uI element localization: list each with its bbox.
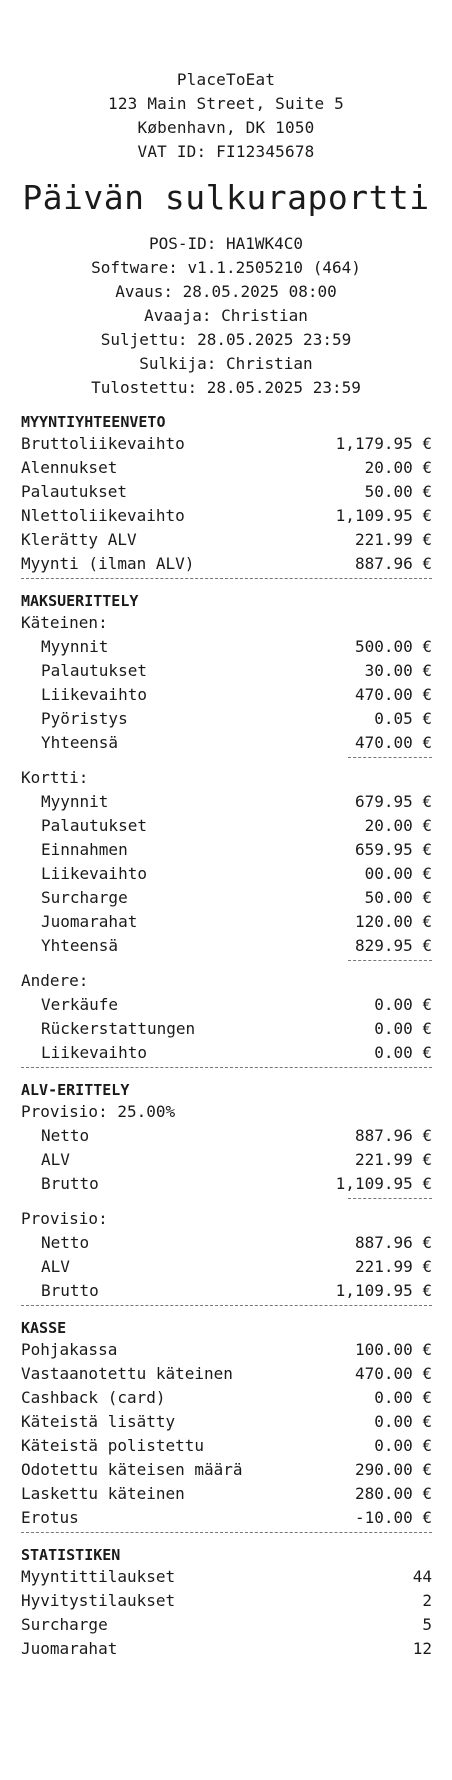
row-value: 290.00 €	[354, 1460, 432, 1479]
vat-id: VAT ID: FI12345678	[137, 142, 315, 161]
cash-total-row	[21, 731, 432, 755]
summary-row	[21, 456, 432, 480]
row-value: 659.95 €	[354, 840, 432, 859]
till-row	[21, 1506, 432, 1530]
vat-section	[21, 1080, 432, 1306]
summary-row	[21, 480, 432, 504]
row-label: Myynnit	[41, 792, 109, 811]
stat-row	[21, 1565, 432, 1589]
row-label: Pohjakassa	[21, 1340, 118, 1359]
other-row	[21, 1041, 432, 1065]
card-row	[21, 886, 432, 910]
row-label: Erotus	[21, 1508, 79, 1527]
row-value: -10.00 €	[354, 1508, 432, 1527]
row-value: 2	[422, 1591, 432, 1610]
row-label: Palautukset	[41, 816, 147, 835]
row-value: 00.00 €	[364, 864, 432, 883]
section-title: STATISTIKEN	[21, 1546, 121, 1564]
section-title: MYYNTIYHTEENVETO	[21, 413, 166, 431]
other-row	[21, 993, 432, 1017]
row-label: Netto	[41, 1233, 90, 1252]
row-value: 1,109.95 €	[335, 1281, 432, 1300]
row-value: 500.00 €	[354, 637, 432, 656]
row-value: 0.00 €	[374, 1436, 432, 1455]
card-row	[21, 790, 432, 814]
divider	[21, 1305, 432, 1306]
vat-row	[21, 1148, 432, 1172]
report-meta	[0, 232, 452, 400]
vat-row	[21, 1124, 432, 1148]
stat-row	[21, 1613, 432, 1637]
row-label: Rückerstattungen	[41, 1019, 196, 1038]
row-label: Myynnit	[41, 637, 109, 656]
till-row	[21, 1362, 432, 1386]
store-name: PlaceToEat	[176, 70, 276, 89]
row-label: Laskettu käteinen	[21, 1484, 185, 1503]
row-value: 12	[412, 1639, 432, 1658]
printed-time: Tulostettu: 28.05.2025 23:59	[91, 378, 361, 397]
vat-row	[21, 1231, 432, 1255]
row-label: Brutto	[41, 1174, 99, 1193]
vat-row	[21, 1279, 432, 1303]
row-value: 1,179.95 €	[335, 434, 432, 453]
row-label: Yhteensä	[41, 733, 119, 752]
row-value: 50.00 €	[364, 888, 432, 907]
row-label: Juomarahat	[21, 1639, 118, 1658]
divider	[21, 578, 432, 579]
other-heading: Andere:	[21, 971, 89, 990]
row-label: Yhteensä	[41, 936, 119, 955]
row-label: Pyöristys	[41, 709, 128, 728]
cash-row	[21, 707, 432, 731]
row-label: Vastaanotettu käteinen	[21, 1364, 233, 1383]
row-value: 120.00 €	[354, 912, 432, 931]
row-value: 0.05 €	[374, 709, 432, 728]
subtotal-divider	[21, 755, 432, 760]
row-value: 470.00 €	[354, 685, 432, 704]
row-value: 470.00 €	[354, 733, 432, 752]
till-row	[21, 1386, 432, 1410]
section-title: MAKSUERITTELY	[21, 592, 139, 610]
row-label: Liikevaihto	[41, 685, 147, 704]
row-value: 887.96 €	[354, 1233, 432, 1252]
store-city: København, DK 1050	[137, 118, 315, 137]
row-label: Palautukset	[21, 482, 127, 501]
row-label: Myynti (ilman ALV)	[21, 554, 195, 573]
row-value: 20.00 €	[364, 816, 432, 835]
card-total-row	[21, 934, 432, 958]
row-label: Cashback (card)	[21, 1388, 166, 1407]
row-value: 887.96 €	[354, 554, 432, 573]
row-value: 221.99 €	[354, 1257, 432, 1276]
till-row	[21, 1434, 432, 1458]
row-label: ALV	[41, 1150, 70, 1169]
till-row	[21, 1482, 432, 1506]
row-value: 221.99 €	[354, 1150, 432, 1169]
row-value: 0.00 €	[374, 995, 432, 1014]
store-address: 123 Main Street, Suite 5	[108, 94, 344, 113]
row-value: 100.00 €	[354, 1340, 432, 1359]
row-label: Alennukset	[21, 458, 118, 477]
row-value: 0.00 €	[374, 1388, 432, 1407]
row-label: Surcharge	[21, 1615, 108, 1634]
card-heading: Kortti:	[21, 768, 89, 787]
row-label: Juomarahat	[41, 912, 138, 931]
cash-row	[21, 659, 432, 683]
other-row	[21, 1017, 432, 1041]
closer: Sulkija: Christian	[139, 354, 313, 373]
opener: Avaaja: Christian	[144, 306, 308, 325]
row-label: Hyvitystilaukset	[21, 1591, 176, 1610]
row-label: Liikevaihto	[41, 864, 147, 883]
till-section	[21, 1318, 432, 1533]
card-row	[21, 862, 432, 886]
opened-time: Avaus: 28.05.2025 08:00	[115, 282, 337, 301]
row-value: 829.95 €	[354, 936, 432, 955]
row-value: 50.00 €	[364, 482, 432, 501]
software-version: Software: v1.1.2505210 (464)	[91, 258, 361, 277]
subtotal-divider	[21, 958, 432, 963]
summary-row	[21, 432, 432, 456]
row-label: Odotettu käteisen määrä	[21, 1460, 243, 1479]
row-value: 44	[412, 1567, 432, 1586]
row-value: 887.96 €	[354, 1126, 432, 1145]
card-row	[21, 910, 432, 934]
cash-row	[21, 683, 432, 707]
row-value: 0.00 €	[374, 1412, 432, 1431]
stat-row	[21, 1589, 432, 1613]
summary-row	[21, 528, 432, 552]
section-title: ALV-ERITTELY	[21, 1081, 130, 1099]
sales-summary-section	[21, 412, 432, 579]
statistics-section	[21, 1545, 432, 1661]
divider	[21, 1532, 432, 1533]
row-value: 5	[422, 1615, 432, 1634]
subtotal-divider	[21, 1196, 432, 1201]
row-value: 470.00 €	[354, 1364, 432, 1383]
card-row	[21, 838, 432, 862]
vat-rate-heading: Provisio: 25.00%	[21, 1102, 176, 1121]
summary-row	[21, 552, 432, 576]
row-label: ALV	[41, 1257, 70, 1276]
row-label: Myyntittilaukset	[21, 1567, 176, 1586]
row-label: Brutto	[41, 1281, 99, 1300]
row-label: Nlettoliikevaihto	[21, 506, 185, 525]
stat-row	[21, 1637, 432, 1661]
row-value: 280.00 €	[354, 1484, 432, 1503]
section-title: KASSE	[21, 1319, 67, 1337]
row-label: Netto	[41, 1126, 90, 1145]
closed-time: Suljettu: 28.05.2025 23:59	[100, 330, 352, 349]
row-value: 221.99 €	[354, 530, 432, 549]
row-value: 1,109.95 €	[335, 1174, 432, 1193]
row-label: Palautukset	[41, 661, 147, 680]
cash-row	[21, 635, 432, 659]
row-value: 30.00 €	[364, 661, 432, 680]
store-header	[0, 68, 452, 164]
row-label: Einnahmen	[41, 840, 128, 859]
divider	[21, 1067, 432, 1068]
report-title: Päivän sulkuraportti	[22, 178, 430, 217]
vat-row	[21, 1172, 432, 1196]
row-label: Käteistä polistettu	[21, 1436, 205, 1455]
vat-row	[21, 1255, 432, 1279]
row-label: Käteistä lisätty	[21, 1412, 176, 1431]
summary-row	[21, 504, 432, 528]
row-label: Klerätty ALV	[21, 530, 137, 549]
row-value: 1,109.95 €	[335, 506, 432, 525]
payments-section	[21, 591, 432, 1068]
cash-heading: Käteinen:	[21, 613, 108, 632]
row-label: Surcharge	[41, 888, 128, 907]
row-value: 20.00 €	[364, 458, 432, 477]
pos-id: POS-ID: HA1WK4C0	[148, 234, 304, 253]
row-label: Liikevaihto	[41, 1043, 147, 1062]
till-row	[21, 1410, 432, 1434]
row-label: Bruttoliikevaihto	[21, 434, 185, 453]
row-value: 0.00 €	[374, 1043, 432, 1062]
row-label: Verkäufe	[41, 995, 119, 1014]
till-row	[21, 1458, 432, 1482]
till-row	[21, 1338, 432, 1362]
card-row	[21, 814, 432, 838]
row-value: 679.95 €	[354, 792, 432, 811]
row-value: 0.00 €	[374, 1019, 432, 1038]
vat-rate-heading: Provisio:	[21, 1209, 108, 1228]
